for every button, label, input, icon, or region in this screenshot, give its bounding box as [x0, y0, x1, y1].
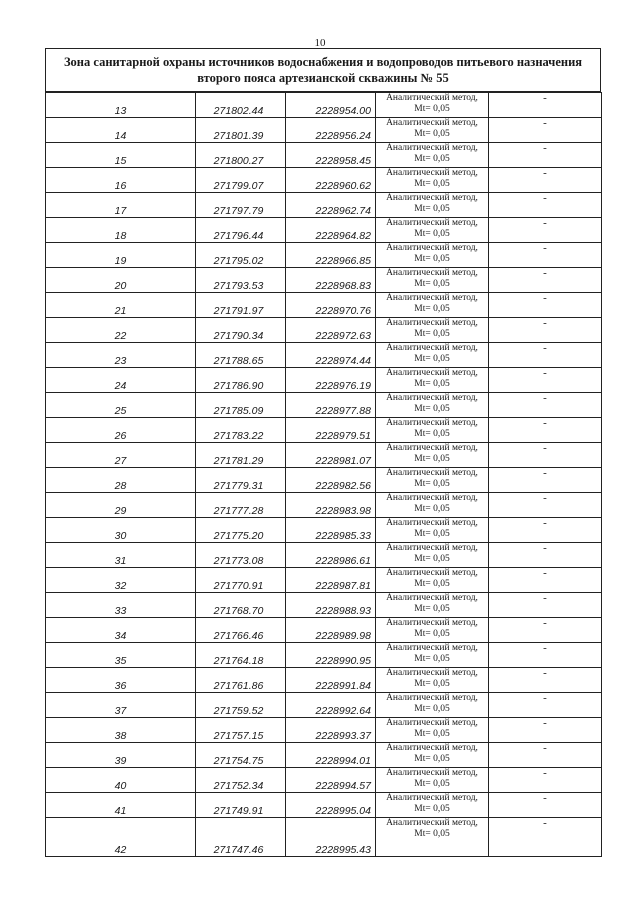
- method-label: Аналитический метод,: [386, 693, 478, 703]
- note-dash: -: [489, 118, 602, 143]
- point-number: 37: [46, 693, 196, 718]
- coordinate-y: 2228968.83: [286, 268, 376, 293]
- table-row: [46, 368, 602, 393]
- method-label: Аналитический метод,: [386, 418, 478, 428]
- point-number: 21: [46, 293, 196, 318]
- note-dash: -: [489, 618, 602, 643]
- note-dash: -: [489, 468, 602, 493]
- table-title-line-1: Зона санитарной охраны источников водоснабжения и водопроводов питьевого назначения: [63, 55, 583, 69]
- coordinate-y: 2228954.00: [286, 93, 376, 118]
- coordinate-y: 2228979.51: [286, 418, 376, 443]
- coordinate-x: 271779.31: [196, 468, 286, 493]
- note-dash: -: [489, 668, 602, 693]
- note-dash: -: [489, 93, 602, 118]
- note-dash: -: [489, 318, 602, 343]
- method-label: Аналитический метод,: [386, 818, 478, 828]
- table-row: [46, 318, 602, 343]
- point-number: 35: [46, 643, 196, 668]
- table-row: [46, 743, 602, 768]
- coordinate-y: 2228976.19: [286, 368, 376, 393]
- point-number: 42: [46, 818, 196, 857]
- table-row: [46, 443, 602, 468]
- note-dash: -: [489, 543, 602, 568]
- accuracy-label: Mt= 0,05: [414, 704, 450, 714]
- method-cell: [376, 593, 489, 618]
- table-row: [46, 518, 602, 543]
- method-cell: [376, 143, 489, 168]
- table-row: [46, 818, 602, 857]
- coordinate-x: 271801.39: [196, 118, 286, 143]
- coordinate-y: 2228966.85: [286, 243, 376, 268]
- accuracy-label: Mt= 0,05: [414, 629, 450, 639]
- method-cell: [376, 318, 489, 343]
- note-dash: -: [489, 693, 602, 718]
- point-number: 27: [46, 443, 196, 468]
- accuracy-label: Mt= 0,05: [414, 554, 450, 564]
- method-label: Аналитический метод,: [386, 243, 478, 253]
- note-dash: -: [489, 418, 602, 443]
- coordinate-x: 271791.97: [196, 293, 286, 318]
- accuracy-label: Mt= 0,05: [414, 254, 450, 264]
- method-cell: [376, 493, 489, 518]
- coordinate-x: 271773.08: [196, 543, 286, 568]
- accuracy-label: Mt= 0,05: [414, 804, 450, 814]
- table-row: [46, 93, 602, 118]
- note-dash: -: [489, 368, 602, 393]
- point-number: 41: [46, 793, 196, 818]
- table-row: [46, 618, 602, 643]
- accuracy-label: Mt= 0,05: [414, 129, 450, 139]
- coordinate-y: 2228990.95: [286, 643, 376, 668]
- method-cell: [376, 168, 489, 193]
- method-cell: [376, 568, 489, 593]
- coordinate-y: 2228972.63: [286, 318, 376, 343]
- note-dash: -: [489, 443, 602, 468]
- note-dash: -: [489, 593, 602, 618]
- coordinate-y: 2228995.04: [286, 793, 376, 818]
- method-label: Аналитический метод,: [386, 293, 478, 303]
- point-number: 36: [46, 668, 196, 693]
- method-label: Аналитический метод,: [386, 743, 478, 753]
- coordinate-x: 271747.46: [196, 818, 286, 857]
- method-cell: [376, 193, 489, 218]
- method-cell: [376, 393, 489, 418]
- accuracy-label: Mt= 0,05: [414, 404, 450, 414]
- accuracy-label: Mt= 0,05: [414, 479, 450, 489]
- method-cell: [376, 668, 489, 693]
- method-label: Аналитический метод,: [386, 93, 478, 103]
- method-label: Аналитический метод,: [386, 368, 478, 378]
- table-row: [46, 143, 602, 168]
- point-number: 17: [46, 193, 196, 218]
- accuracy-label: Mt= 0,05: [414, 229, 450, 239]
- accuracy-label: Mt= 0,05: [414, 204, 450, 214]
- table-row: [46, 643, 602, 668]
- accuracy-label: Mt= 0,05: [414, 279, 450, 289]
- coordinate-x: 271790.34: [196, 318, 286, 343]
- point-number: 24: [46, 368, 196, 393]
- coordinate-x: 271764.18: [196, 643, 286, 668]
- point-number: 39: [46, 743, 196, 768]
- method-cell: [376, 343, 489, 368]
- coordinate-x: 271781.29: [196, 443, 286, 468]
- method-label: Аналитический метод,: [386, 343, 478, 353]
- note-dash: -: [489, 768, 602, 793]
- note-dash: -: [489, 343, 602, 368]
- method-cell: [376, 118, 489, 143]
- coordinate-x: 271752.34: [196, 768, 286, 793]
- table-row: [46, 468, 602, 493]
- point-number: 30: [46, 518, 196, 543]
- table-row: [46, 268, 602, 293]
- coordinate-x: 271757.15: [196, 718, 286, 743]
- method-cell: [376, 418, 489, 443]
- accuracy-label: Mt= 0,05: [414, 729, 450, 739]
- point-number: 29: [46, 493, 196, 518]
- method-cell: [376, 293, 489, 318]
- table-row: [46, 718, 602, 743]
- coordinate-x: 271766.46: [196, 618, 286, 643]
- method-label: Аналитический метод,: [386, 643, 478, 653]
- coordinate-y: 2228962.74: [286, 193, 376, 218]
- coordinate-y: 2228964.82: [286, 218, 376, 243]
- coordinate-y: 2228989.98: [286, 618, 376, 643]
- point-number: 15: [46, 143, 196, 168]
- accuracy-label: Mt= 0,05: [414, 329, 450, 339]
- note-dash: -: [489, 168, 602, 193]
- coordinate-y: 2228994.57: [286, 768, 376, 793]
- coordinate-x: 271795.02: [196, 243, 286, 268]
- coordinate-y: 2228956.24: [286, 118, 376, 143]
- accuracy-label: Mt= 0,05: [414, 654, 450, 664]
- coordinate-y: 2228995.43: [286, 818, 376, 857]
- coordinate-x: 271785.09: [196, 393, 286, 418]
- method-label: Аналитический метод,: [386, 593, 478, 603]
- note-dash: -: [489, 268, 602, 293]
- method-label: Аналитический метод,: [386, 118, 478, 128]
- table-row: [46, 593, 602, 618]
- coordinate-x: 271783.22: [196, 418, 286, 443]
- point-number: 28: [46, 468, 196, 493]
- coordinate-y: 2228982.56: [286, 468, 376, 493]
- accuracy-label: Mt= 0,05: [414, 504, 450, 514]
- table-row: [46, 243, 602, 268]
- method-cell: [376, 268, 489, 293]
- method-cell: [376, 518, 489, 543]
- coordinate-y: 2228994.01: [286, 743, 376, 768]
- method-label: Аналитический метод,: [386, 618, 478, 628]
- method-cell: [376, 468, 489, 493]
- table-row: [46, 418, 602, 443]
- method-label: Аналитический метод,: [386, 393, 478, 403]
- method-cell: [376, 793, 489, 818]
- method-label: Аналитический метод,: [386, 768, 478, 778]
- coordinate-x: 271788.65: [196, 343, 286, 368]
- coordinate-y: 2228993.37: [286, 718, 376, 743]
- coordinate-x: 271768.70: [196, 593, 286, 618]
- method-label: Аналитический метод,: [386, 543, 478, 553]
- table-row: [46, 793, 602, 818]
- accuracy-label: Mt= 0,05: [414, 104, 450, 114]
- method-label: Аналитический метод,: [386, 193, 478, 203]
- table-row: [46, 768, 602, 793]
- accuracy-label: Mt= 0,05: [414, 529, 450, 539]
- method-cell: [376, 618, 489, 643]
- point-number: 19: [46, 243, 196, 268]
- note-dash: -: [489, 243, 602, 268]
- point-number: 34: [46, 618, 196, 643]
- method-label: Аналитический метод,: [386, 168, 478, 178]
- point-number: 23: [46, 343, 196, 368]
- accuracy-label: Mt= 0,05: [414, 454, 450, 464]
- accuracy-label: Mt= 0,05: [414, 679, 450, 689]
- point-number: 26: [46, 418, 196, 443]
- note-dash: -: [489, 518, 602, 543]
- method-label: Аналитический метод,: [386, 468, 478, 478]
- table-row: [46, 168, 602, 193]
- coordinate-x: 271802.44: [196, 93, 286, 118]
- coordinate-y: 2228974.44: [286, 343, 376, 368]
- table-row: [46, 668, 602, 693]
- accuracy-label: Mt= 0,05: [414, 179, 450, 189]
- coordinate-x: 271761.86: [196, 668, 286, 693]
- accuracy-label: Mt= 0,05: [414, 829, 450, 839]
- coordinate-y: 2228970.76: [286, 293, 376, 318]
- point-number: 38: [46, 718, 196, 743]
- accuracy-label: Mt= 0,05: [414, 754, 450, 764]
- point-number: 13: [46, 93, 196, 118]
- coordinate-x: 271777.28: [196, 493, 286, 518]
- coordinate-y: 2228988.93: [286, 593, 376, 618]
- table-row: [46, 118, 602, 143]
- coordinate-x: 271799.07: [196, 168, 286, 193]
- method-label: Аналитический метод,: [386, 268, 478, 278]
- method-label: Аналитический метод,: [386, 318, 478, 328]
- method-label: Аналитический метод,: [386, 493, 478, 503]
- table-row: [46, 193, 602, 218]
- method-label: Аналитический метод,: [386, 218, 478, 228]
- coordinate-x: 271800.27: [196, 143, 286, 168]
- point-number: 40: [46, 768, 196, 793]
- coordinate-x: 271786.90: [196, 368, 286, 393]
- table-row: [46, 293, 602, 318]
- method-cell: [376, 443, 489, 468]
- accuracy-label: Mt= 0,05: [414, 779, 450, 789]
- coordinate-y: 2228960.62: [286, 168, 376, 193]
- point-number: 14: [46, 118, 196, 143]
- table-row: [46, 693, 602, 718]
- coordinate-y: 2228985.33: [286, 518, 376, 543]
- coordinates-table: [45, 92, 602, 857]
- note-dash: -: [489, 643, 602, 668]
- coordinate-x: 271797.79: [196, 193, 286, 218]
- method-cell: [376, 768, 489, 793]
- note-dash: -: [489, 793, 602, 818]
- method-label: Аналитический метод,: [386, 568, 478, 578]
- coordinate-x: 271793.53: [196, 268, 286, 293]
- table-row: [46, 343, 602, 368]
- accuracy-label: Mt= 0,05: [414, 304, 450, 314]
- coordinate-y: 2228977.88: [286, 393, 376, 418]
- accuracy-label: Mt= 0,05: [414, 429, 450, 439]
- page-number: 10: [314, 37, 326, 49]
- coordinate-y: 2228958.45: [286, 143, 376, 168]
- method-label: Аналитический метод,: [386, 143, 478, 153]
- accuracy-label: Mt= 0,05: [414, 604, 450, 614]
- method-label: Аналитический метод,: [386, 518, 478, 528]
- coordinate-y: 2228987.81: [286, 568, 376, 593]
- note-dash: -: [489, 393, 602, 418]
- table-row: [46, 568, 602, 593]
- note-dash: -: [489, 493, 602, 518]
- coordinate-x: 271770.91: [196, 568, 286, 593]
- method-cell: [376, 218, 489, 243]
- table-row: [46, 493, 602, 518]
- accuracy-label: Mt= 0,05: [414, 354, 450, 364]
- method-cell: [376, 93, 489, 118]
- method-cell: [376, 543, 489, 568]
- note-dash: -: [489, 568, 602, 593]
- accuracy-label: Mt= 0,05: [414, 379, 450, 389]
- point-number: 20: [46, 268, 196, 293]
- point-number: 22: [46, 318, 196, 343]
- method-cell: [376, 693, 489, 718]
- coordinate-y: 2228991.84: [286, 668, 376, 693]
- note-dash: -: [489, 193, 602, 218]
- table-title: [45, 48, 601, 92]
- coordinate-x: 271775.20: [196, 518, 286, 543]
- table-row: [46, 218, 602, 243]
- point-number: 16: [46, 168, 196, 193]
- accuracy-label: Mt= 0,05: [414, 579, 450, 589]
- note-dash: -: [489, 718, 602, 743]
- table-row: [46, 543, 602, 568]
- coordinate-y: 2228981.07: [286, 443, 376, 468]
- method-label: Аналитический метод,: [386, 718, 478, 728]
- coordinate-x: 271759.52: [196, 693, 286, 718]
- coordinate-x: 271749.91: [196, 793, 286, 818]
- note-dash: -: [489, 293, 602, 318]
- table-row: [46, 393, 602, 418]
- method-cell: [376, 818, 489, 857]
- point-number: 33: [46, 593, 196, 618]
- table-title-line-2: второго пояса артезианской скважины № 55: [197, 71, 449, 85]
- point-number: 25: [46, 393, 196, 418]
- accuracy-label: Mt= 0,05: [414, 154, 450, 164]
- coordinate-y: 2228992.64: [286, 693, 376, 718]
- coordinate-x: 271754.75: [196, 743, 286, 768]
- method-label: Аналитический метод,: [386, 668, 478, 678]
- coordinate-y: 2228983.98: [286, 493, 376, 518]
- method-cell: [376, 643, 489, 668]
- coordinates-table-body: [46, 93, 602, 857]
- note-dash: -: [489, 743, 602, 768]
- method-cell: [376, 743, 489, 768]
- note-dash: -: [489, 143, 602, 168]
- method-cell: [376, 718, 489, 743]
- note-dash: -: [489, 818, 602, 857]
- method-cell: [376, 368, 489, 393]
- note-dash: -: [489, 218, 602, 243]
- method-cell: [376, 243, 489, 268]
- point-number: 32: [46, 568, 196, 593]
- method-label: Аналитический метод,: [386, 443, 478, 453]
- point-number: 31: [46, 543, 196, 568]
- coordinate-y: 2228986.61: [286, 543, 376, 568]
- point-number: 18: [46, 218, 196, 243]
- coordinate-x: 271796.44: [196, 218, 286, 243]
- method-label: Аналитический метод,: [386, 793, 478, 803]
